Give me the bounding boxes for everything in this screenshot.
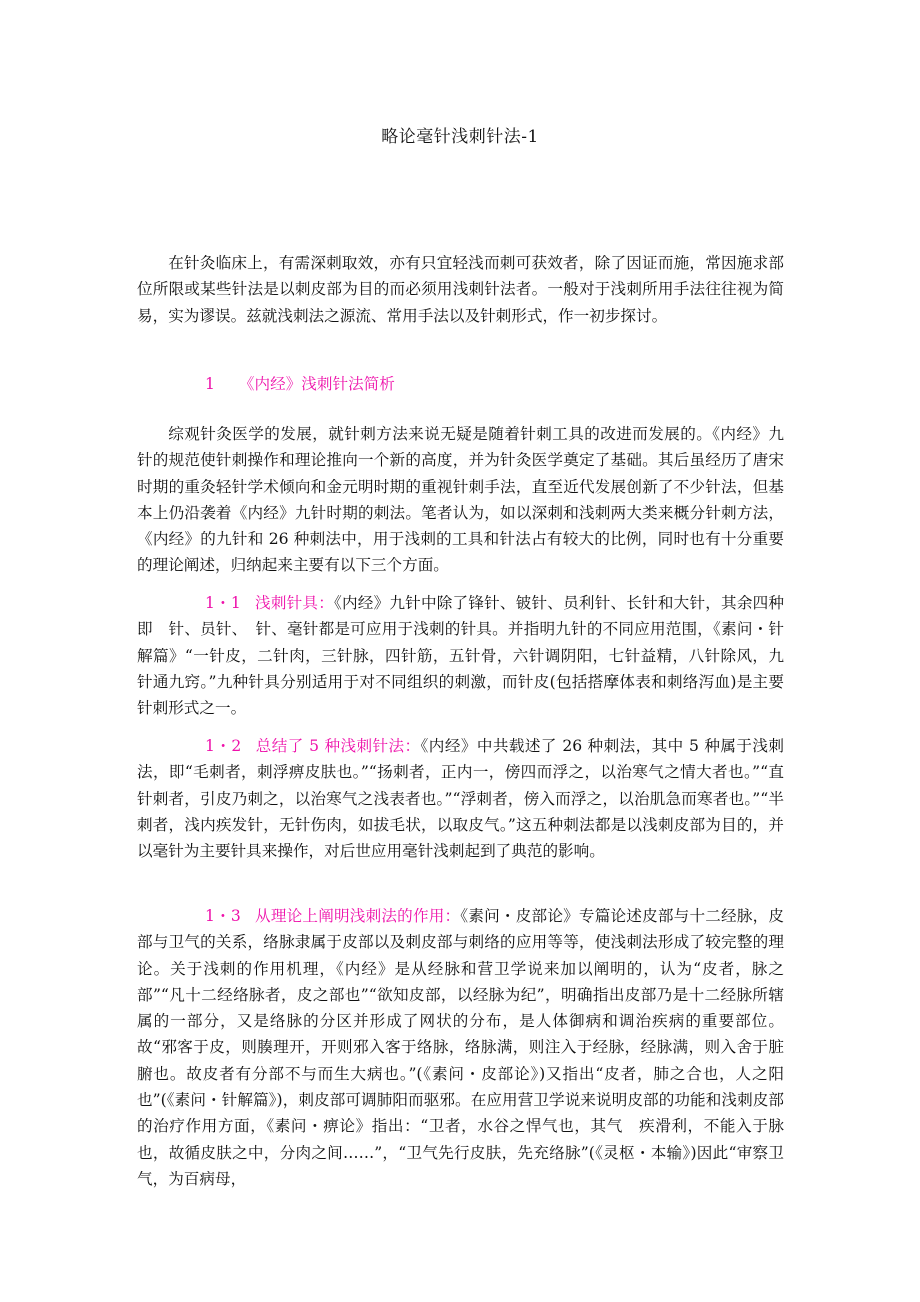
subsection-1-1-text: 《内经》九针中除了锋针、铍针、员利针、长针和大针，其余四种即 针、员针、 针、毫针都是可应用于浅刺的针具。并指明九针的不同应用范围，《素问・针解篇》“一针皮，二针肉，三针脉，四针筋，五针骨，六针调阴阳，七针益精，八针除风，九针通九窍。”九种针具分别适用于对不同组织的刺激，而针皮(包括搭摩体表和刺络泻血)是主要针刺形式之一。 — [137, 594, 785, 718]
document-title: 略论毫针浅刺针法-1 — [381, 127, 539, 147]
subsection-1-3-text: 《素问・皮部论》专篇论述皮部与十二经脉，皮部与卫气的关系，络脉隶属于皮部以及刺皮部与刺络的应用等等，使浅刺法形成了较完整的理论。关于浅刺的作用机理，《内经》是从经脉和营卫学说来加以阐明的，认为“皮者，脉之部”“凡十二经络脉者，皮之部也”“欲知皮部，以经脉为纪”，明确指出皮部乃是十二经脉所辖属的一部分，又是络脉的分区并形成了网状的分布，是人体御病和调治疾病的重要部位。故“邪客于皮，则腠理开，开则邪入客于络脉，络脉满，则注入于经脉，经脉满，则入舍于脏腑也。故皮者有分部不与而生大病也。”(《素问・皮部论》)又指出“皮者，肺之合也，人之阳也”(《素问・针解篇》)，刺皮部可调肺阳而驱邪。在应用营卫学说来说明皮部的功能和浅刺皮部的治疗作用方面，《素问・痹论》指出：“卫者，水谷之悍气也，其气 疾滑利，不能入于脉也，故循皮肤之中，分肉之间……”，“卫气先行皮肤，先充络脉”(《灵枢・本输》)因此“审察卫气，为百病母， — [137, 907, 785, 1188]
overview-paragraph: 综观针灸医学的发展，就针刺方法来说无疑是随着针刺工具的改进而发展的。《内经》九针的规范使针刺操作和理论推向一个新的高度，并为针灸医学奠定了基础。其后虽经历了唐宋时期的重灸轻针学术倾向和金元明时期的重视针刺手法，直至近代发展创新了不少针法，但基本上仍沿袭着《内经》九针时期的刺法。笔者认为，如以深刺和浅刺两大类来概分针刺方法，《内经》的九针和 26 种刺法中，用于浅刺的工具和针法占有较大的比例，同时也有十分重要的理论阐述，归纳起来主要有以下三个方面。 — [137, 425, 784, 575]
subsection-1-2-number: 1・2 — [205, 737, 242, 755]
subsection-1-1-number: 1・1 — [205, 594, 241, 612]
subsection-1-3-heading: 从理论上阐明浅刺法的作用： — [254, 907, 461, 925]
subsection-1-3-number: 1・3 — [205, 907, 241, 925]
subsection-1-2-heading: 总结了 5 种浅刺针法： — [255, 737, 421, 755]
subsection-1-2 — [137, 733, 784, 864]
section-1-number: 1 — [205, 375, 215, 393]
subsection-1-3 — [137, 903, 784, 1192]
subsection-1-1 — [137, 590, 784, 721]
section-1-heading — [205, 371, 395, 397]
subsection-1-1-heading: 浅刺针具： — [254, 594, 335, 612]
subsection-1-2-text: 《内经》中共载述了 26 种刺法，其中 5 种属于浅刺法，即“毛刺者，刺浮痹皮肤也。”“扬刺者，正内一，傍四而浮之，以治寒气之情大者也。”“直针刺者，引皮乃刺之，以治寒气之浅表者也。”“浮刺者，傍入而浮之，以治肌急而寒者也。”“半刺者，浅内疾发针，无针伤肉，如拔毛状，以取皮气。”这五种刺法都是以浅刺皮部为目的，并以毫针为主要针具来操作，对后世应用毫针浅刺起到了典范的影响。 — [137, 737, 785, 861]
intro-paragraph: 在针灸临床上，有需深刺取效，亦有只宜轻浅而刺可获效者，除了因证而施，常因施求部位所限或某些针法是以刺皮部为目的而必须用浅刺针法者。一般对于浅刺所用手法往往视为简易，实为谬误。兹就浅刺法之源流、常用手法以及针刺形式，作一初步探讨。 — [137, 254, 784, 325]
section-1-title: 《内经》浅刺针法简析 — [238, 375, 395, 393]
